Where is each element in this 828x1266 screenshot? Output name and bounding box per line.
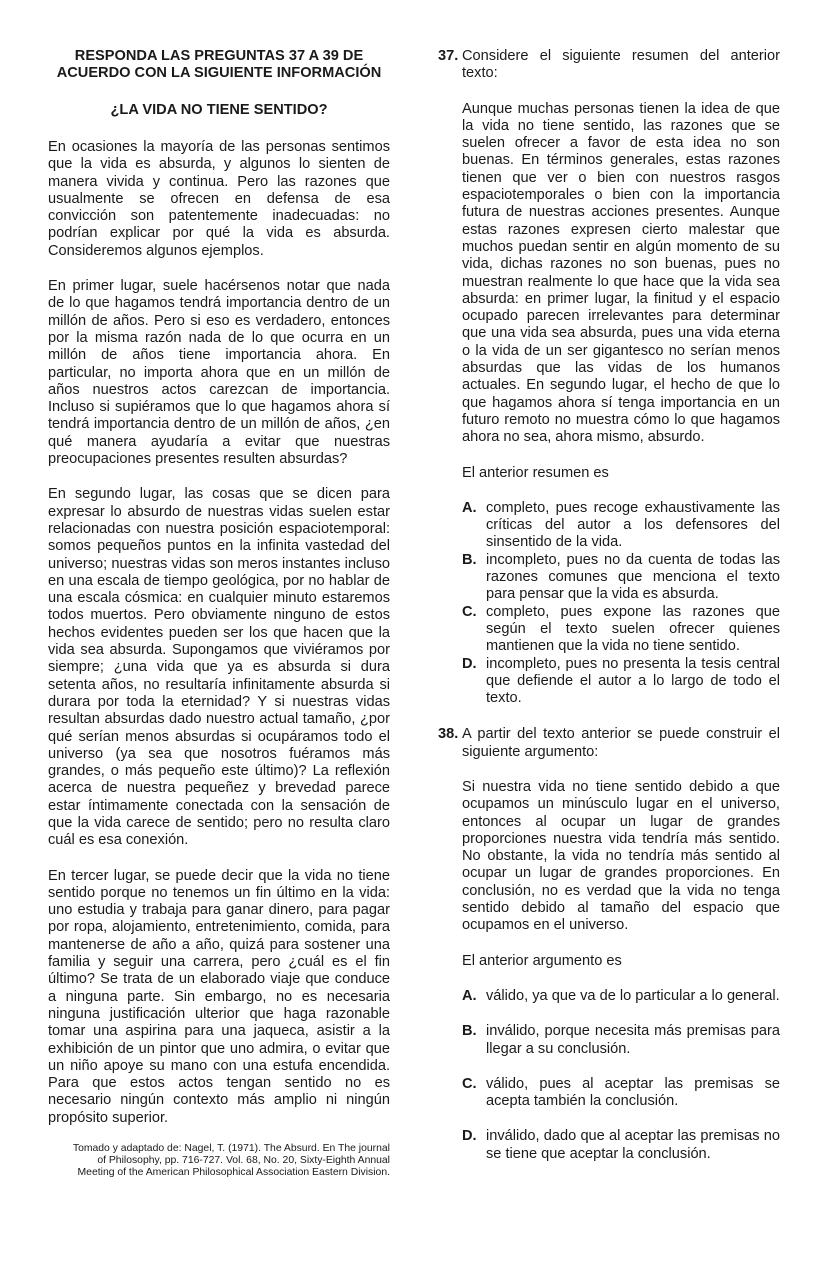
passage-paragraph-4: En tercer lugar, se puede decir que la vida no tiene sentido porque no tenemos un fin último en la vida: uno estudia y trabaja para ganar dinero, para pagar por ropa, alojamiento, entretenimiento, comida, para mantenerse de año a año, quizá para sostener una familia y seguir una carrera, pero ¿cuál es el fin último? Se trata de un elaborado viaje que conduce a ninguna parte. Sin embargo, no es necesaria ninguna justificación ulterior que haga razonable tomar una aspirina para una jaqueca, asistir a la exhibición de un pintor que uno admira, o evitar que un niño apoye su mano con una estufa encendida. Para que estos actos tengan sentido no es necesario ningún contexto más amplio ni ningún propósito superior. [48, 867, 390, 1126]
option-letter: B. [462, 1023, 477, 1040]
source-line-3: Meeting of the American Philosophical Association Eastern Division. [77, 1167, 390, 1179]
option-text: completo, pues expone las razones que según el texto suelen ofrecer quienes mantienen que la vida no tiene sentido. [486, 603, 780, 655]
instruction-heading [48, 48, 390, 82]
option-letter: C. [462, 603, 477, 620]
instruction-line-1: RESPONDA LAS PREGUNTAS 37 A 39 DE [74, 48, 364, 64]
question-37-stem: El anterior resumen es [462, 464, 609, 481]
source-line-2: of Philosophy, pp. 716-727. Vol. 68, No. 20, Sixty-Eighth Annual [97, 1155, 390, 1167]
option-text: inválido, dado que al aceptar las premisas no se tiene que aceptar la conclusión. [486, 1128, 780, 1162]
reading-passage-column [48, 48, 390, 1179]
question-prompt: Considere el siguiente resumen del anterior texto: [462, 48, 780, 82]
answer-option-37-c[interactable] [462, 604, 780, 656]
option-text: inválido, porque necesita más premisas para llegar a su conclusión. [486, 1023, 780, 1057]
questions-column [438, 48, 780, 1163]
option-text: incompleto, pues no presenta la tesis central que defiende el autor a lo largo de todo el texto. [486, 655, 780, 707]
answer-option-38-d[interactable] [462, 1128, 780, 1163]
source-citation [48, 1143, 390, 1179]
answer-option-38-a[interactable] [462, 988, 780, 1005]
question-number: 38. [438, 726, 459, 743]
answer-option-38-c[interactable] [462, 1076, 780, 1111]
option-letter: A. [462, 987, 477, 1004]
source-line-1: Tomado y adaptado de: Nagel, T. (1971). The Absurd. En The journal [72, 1143, 390, 1155]
answer-option-37-d[interactable] [462, 656, 780, 708]
option-letter: D. [462, 655, 477, 672]
question-38-argument: Si nuestra vida no tiene sentido debido a que ocupamos un minúsculo lugar en el universo, entonces al ocupar un lugar de grandes proporciones nuestra vida tendría más sentido. No obstante, la vida no tendría más sentido al ocupar un lugar de grandes proporciones. En conclusión, no es verdad que la vida no tenga sentido debido al tamaño del espacio que ocupamos en el universo. [462, 778, 780, 934]
answer-option-37-a[interactable] [462, 500, 780, 552]
passage-paragraph-3: En segundo lugar, las cosas que se dicen para expresar lo absurdo de nuestras vidas suelen estar relacionadas con nuestra posición espaciotemporal: somos pequeños puntos en la infinita vastedad del universo; nuestras vidas son meros instantes incluso en una escala de tiempo geológica, por no hablar de una escala cósmica: en cualquier minuto estaremos todos muertos. Pero obviamente ninguno de estos hechos evidentes pueden ser los que hacen que la vida sea absurda. Supongamos que viviéramos por siempre; ¿una vida que ya es absurda si dura setenta años, no resultaría infinitamente absurda si durara por toda la eternidad? Y si nuestras vidas resultan absurdas dado nuestro actual tamaño, ¿por qué serían menos absurdas si ocupáramos todo el universo (ya sea que nosotros fuéramos más grandes, o más pequeño este último)? La reflexión acerca de nuestra pequeñez y brevedad parece estar íntimamente conectada con la sensación de que la vida carece de sentido; pero no resulta claro cuál es esa conexión. [48, 486, 390, 849]
passage-title: ¿LA VIDA NO TIENE SENTIDO? [110, 102, 328, 118]
question-38 [438, 726, 780, 761]
option-text: válido, pues al aceptar las premisas se acepta también la conclusión. [486, 1075, 780, 1110]
question-37-summary: Aunque muchas personas tienen la idea de que la vida no tiene sentido, las razones que se suelen ofrecer a favor de esta idea no son buenas. En términos generales, estas razones tienen que ver o bien con nuestros rasgos espaciotemporales o bien con la importancia futura de nuestras acciones presentes. Aunque estas razones expresen cierto malestar que muchos puedan sentir en algún momento de su vida, dichas razones no son buenas, pues no muestran realmente lo que hace que la vida sea absurda: en primer lugar, la finitud y el espacio ocupado parecen irrelevantes para determinar que una vida sea absurda, pues una vida eterna o la vida de un ser gigantesco no serían menos absurdas que las vidas de los humanos actuales. En segundo lugar, el hecho de que lo que hagamos ahora sí tenga importancia en un futuro remoto no muestra cómo lo que hagamos ahora no sea, ahora mismo, absurdo. [462, 100, 780, 446]
question-number: 37. [438, 48, 459, 64]
option-letter: D. [462, 1128, 477, 1145]
option-letter: A. [462, 499, 477, 516]
option-text: completo, pues recoge exhaustivamente las críticas del autor a los defensores del sinsentido de la vida. [486, 499, 780, 551]
question-38-stem: El anterior argumento es [462, 952, 622, 969]
option-letter: C. [462, 1075, 477, 1092]
option-text: incompleto, pues no da cuenta de todas las razones comunes que menciona el texto para pensar que la vida es absurda. [486, 551, 780, 603]
passage-paragraph-2: En primer lugar, suele hacérsenos notar que nada de lo que hagamos tendrá importancia dentro de un millón de años. Pero si eso es verdadero, entonces por la misma razón nada de lo que ocurra en un millón de años tiene importancia ahora. En particular, no importa ahora que en un millón de años nuestros actos carezcan de importancia. Incluso si supiéramos que lo que hagamos ahora sí tendrá importancia dentro de un millón de años, ¿en qué manera ayudaría a evitar que nuestras preocupaciones presentes resulten absurdas? [48, 278, 390, 468]
option-letter: B. [462, 551, 477, 568]
option-text: válido, ya que va de lo particular a lo general. [486, 987, 780, 1004]
answer-option-37-b[interactable] [462, 552, 780, 604]
question-37 [438, 48, 780, 83]
answer-option-38-b[interactable] [462, 1023, 780, 1058]
question-prompt: A partir del texto anterior se puede construir el siguiente argumento: [462, 726, 780, 760]
passage-paragraph-1: En ocasiones la mayoría de las personas sentimos que la vida es absurda, y algunos lo sienten de manera vivida y continua. Pero las razones que usualmente se ofrecen en defensa de esa convicción son patentemente inadecuadas: no podrían explicar por qué la vida es absurda. Consideremos algunos ejemplos. [48, 139, 390, 259]
instruction-line-2: ACUERDO CON LA SIGUIENTE INFORMACIÓN [56, 65, 382, 81]
